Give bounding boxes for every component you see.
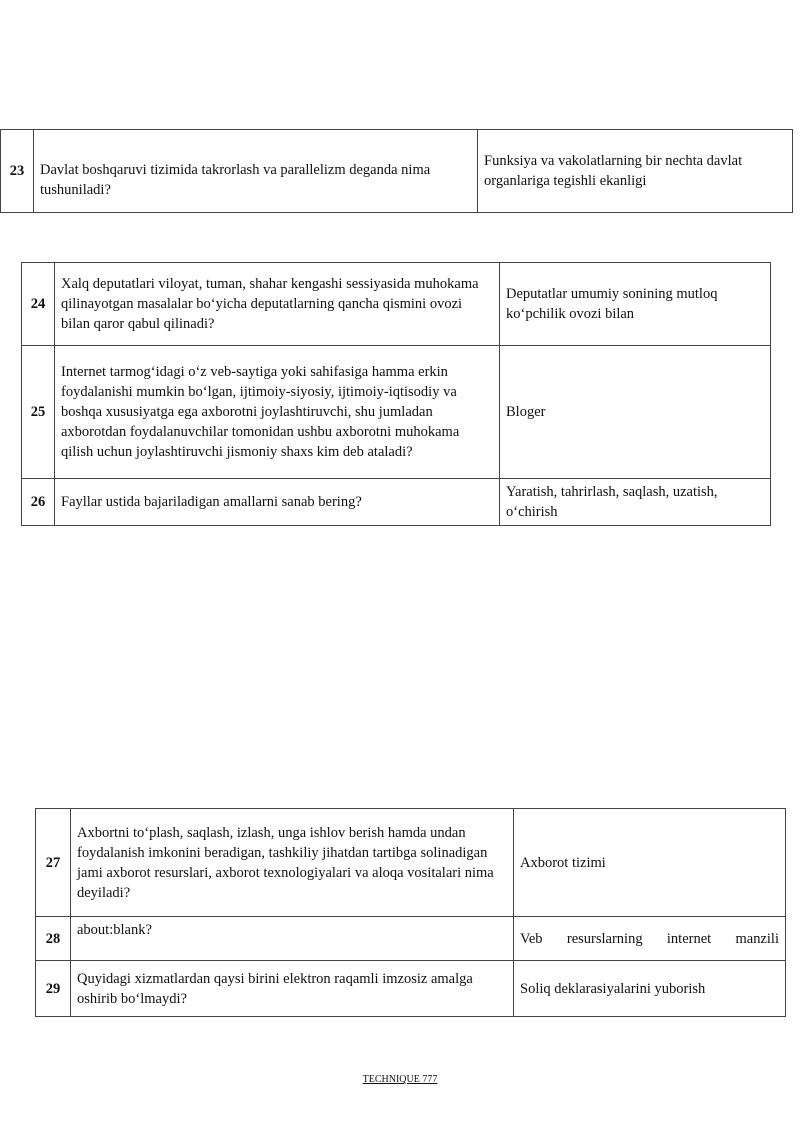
qa-table-2 — [21, 262, 771, 526]
row-number: 28 — [36, 917, 71, 961]
row-number: 27 — [36, 809, 71, 917]
table-row — [36, 961, 786, 1017]
row-number: 24 — [22, 263, 55, 346]
table-row — [36, 917, 786, 961]
answer-cell: Bloger — [500, 346, 771, 479]
row-number: 23 — [1, 130, 34, 213]
table-row — [1, 130, 793, 213]
answer-cell: Yaratish, tahrirlash, saqlash, uzatish, o‘chirish — [500, 479, 771, 526]
row-number: 25 — [22, 346, 55, 479]
page-footer: TECHNIQUE 777 — [362, 1074, 438, 1085]
question-cell: Xalq deputatlari viloyat, tuman, shahar kengashi sessiyasida muhokama qilinayotgan masalalar bo‘yicha deputatlarning qancha qismini ovozi bilan qaror qabul qilinadi? — [55, 263, 500, 346]
answer-cell: Veb resurslarning internet manzili — [514, 917, 786, 961]
qa-table-3 — [35, 808, 786, 1017]
row-number: 29 — [36, 961, 71, 1017]
question-cell: about:blank? — [71, 917, 514, 961]
answer-cell: Soliq deklarasiyalarini yuborish — [514, 961, 786, 1017]
table-row — [22, 263, 771, 346]
answer-cell: Axborot tizimi — [514, 809, 786, 917]
answer-cell: Deputatlar umumiy sonining mutloq ko‘pchilik ovozi bilan — [500, 263, 771, 346]
answer-cell: Funksiya va vakolatlarning bir nechta davlat organlariga tegishli ekanligi — [478, 130, 793, 213]
question-cell: Davlat boshqaruvi tizimida takrorlash va parallelizm deganda nima tushuniladi? — [34, 130, 478, 213]
question-cell: Quyidagi xizmatlardan qaysi birini elektron raqamli imzosiz amalga oshirib bo‘lmaydi? — [71, 961, 514, 1017]
row-number: 26 — [22, 479, 55, 526]
question-cell: Axbortni to‘plash, saqlash, izlash, unga ishlov berish hamda undan foydalanish imkonini beradigan, tashkiliy jihatdan tartibga solinadigan jami axborot resurslari, axborot texnologiyalari va aloqa vositalari nima deyiladi? — [71, 809, 514, 917]
question-cell: Internet tarmog‘idagi o‘z veb-saytiga yoki sahifasiga hamma erkin foydalanishi mumkin bo‘lgan, ijtimoiy-siyosiy, ijtimoiy-iqtisodiy va boshqa xususiyatga ega axborotni joylashtiruvchi, shu jumladan axborotdan foydalanuvchilar tomonidan ushbu axborotni muhokama qilish uchun joylashtiruvchi jismoniy shaxs kim deb ataladi? — [55, 346, 500, 479]
question-cell: Fayllar ustida bajariladigan amallarni sanab bering? — [55, 479, 500, 526]
qa-table-1 — [0, 129, 793, 213]
table-row — [22, 346, 771, 479]
table-row — [22, 479, 771, 526]
table-row — [36, 809, 786, 917]
